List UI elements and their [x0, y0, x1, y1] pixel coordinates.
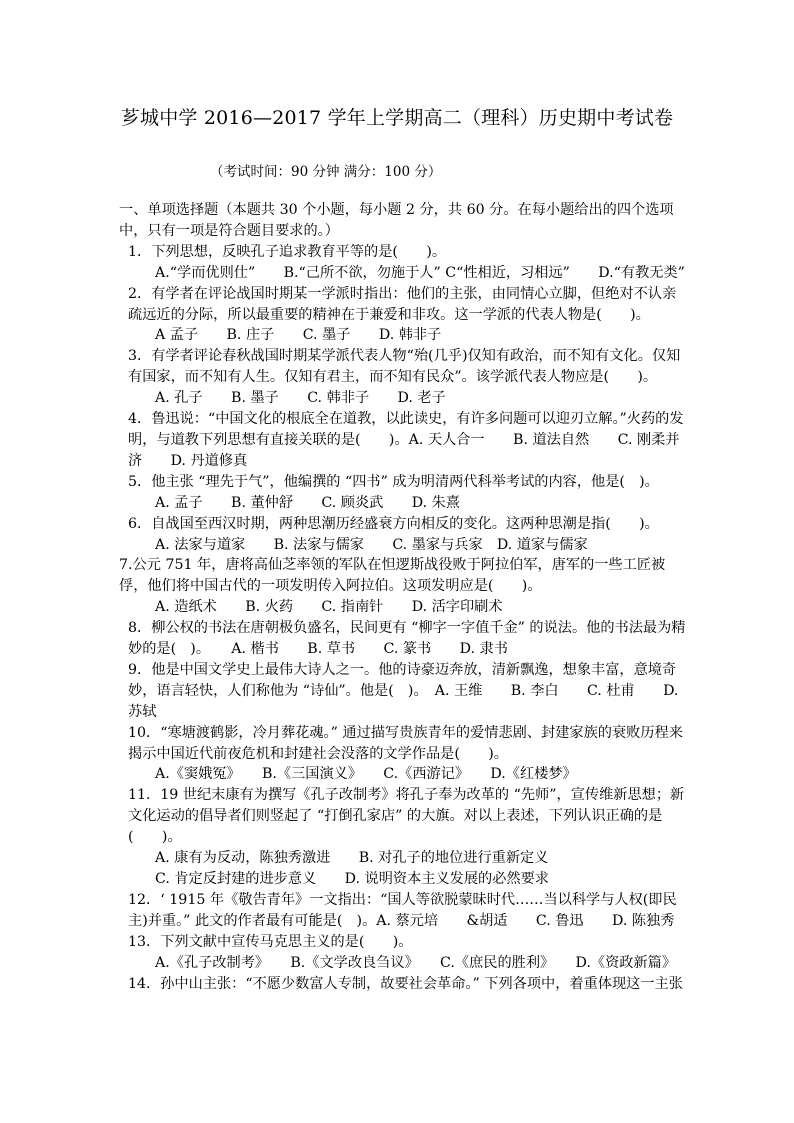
question-13-stem: 13．下列文献中宣传马克思主义的是( )。: [128, 933, 413, 950]
question-3-options: A. 孔子 B. 墨子 C. 韩非子 D. 老子: [155, 390, 446, 407]
question-11-options-cd: C. 肯定反封建的进步意义 D. 说明资本主义发展的必然要求: [155, 871, 549, 887]
question-6-options: A. 法家与道家 B. 法家与儒家 C. 墨家与兵家 D. 道家与儒家: [155, 536, 588, 553]
question-14-stem: 14．孙中山主张：“不愿少数富人专制，故要社会革命。” 下列各项中，着重体现这一主张: [128, 975, 683, 992]
question-1-stem: 1．下列思想，反映孔子追求教育平等的是( )。: [128, 243, 447, 260]
question-2-stem: 2．有学者在评论战国时期某一学派时指出：他们的主张，由同情心立脚，但绝对不认亲疏远近的分际，所以最重要的精神在于兼爱和非攻。这一学派的代表人物是( )。: [128, 285, 677, 323]
question-3-stem: 3．有学者评论春秋战国时期某学派代表人物“殆(几乎)仅知有政治，而不知有文化。仅知有国家，而不知有人生。仅知有君主，而不知有民众”。该学派代表人物应是( )。: [128, 348, 681, 386]
question-6-stem: 6．自战国至西汉时期，两种思潮历经盛衰方向相反的变化。这两种思潮是指( )。: [128, 515, 659, 532]
question-7-stem: 7.公元 751 年，唐将高仙芝率领的军队在怛逻斯战役败于阿拉伯军，唐军的一些工匠被俘，他们将中国古代的一项发明传入阿拉伯。这项发明应是( )。: [119, 557, 666, 595]
question-10-stem: 10．“寒塘渡鹤影，冷月葬花魂。” 通过描写贵族青年的爱情悲剧、封建家族的衰败历程来揭示中国近代前夜危机和封建社会没落的文学作品是( )。: [128, 724, 683, 762]
question-2-options: A 孟子 B. 庄子 C. 墨子 D. 韩非子: [155, 327, 442, 344]
question-13-options: A.《孔子改制考》 B.《文学改良刍议》 C.《庶民的胜利》 D.《资政新篇》: [155, 954, 677, 971]
section-heading: 一、单项选择题（本题共 30 个小题，每小题 2 分，共 60 分。在每小题给出的四个选项中，只有一项是符合题目要求的。）: [119, 202, 674, 239]
question-1-options: A.“学而优则仕” B.“己所不欲，勿施于人” C“性相近，习相远” D.“有教无类”: [155, 264, 685, 281]
question-11-stem: 11．19 世纪末康有为撰写《孔子改制考》将孔子奉为改革的 “先师”，宣传维新思想；新文化运动的倡导者们则竖起了 “打倒孔家店” 的大旗。对以上表述，下列认识正确的是( )。: [128, 787, 685, 846]
question-8-stem: 8．柳公权的书法在唐朝极负盛名，民间更有 “柳字一字值千金” 的说法。他的书法最为精妙的是( )。 A. 楷书 B. 草书 C. 篆书 D. 隶书: [128, 620, 686, 658]
question-5-stem: 5．他主张 “理先于气”，他编撰的 “四书” 成为明清两代科举考试的内容，他是( )。: [128, 473, 659, 490]
question-5-options: A. 孟子 B. 董仲舒 C. 顾炎武 D. 朱熹: [155, 494, 460, 511]
question-7-options: A. 造纸术 B. 火药 C. 指南针 D. 活字印刷术: [155, 599, 503, 616]
question-11-options-ab: A. 康有为反动，陈独秀激进 B. 对孔子的地位进行重新定义: [155, 850, 549, 867]
exam-title: 芗城中学 2016—2017 学年上学期高二（理科）历史期中考试卷: [120, 107, 674, 129]
question-12-stem: 12．‘ 1915 年《敬告青年》一文指出：“国人等欲脱蒙昧时代……当以科学与人权(即民主)并重。” 此文的作者最有可能是( )。A. 蔡元培 &胡适 C. 鲁迅 D. 陈独秀: [128, 891, 677, 929]
exam-subtitle: （考试时间：90 分钟 满分：100 分）: [210, 164, 442, 180]
question-10-options: A.《窦娥冤》 B.《三国演义》 C.《西游记》 D.《红楼梦》: [155, 766, 577, 783]
question-9-stem: 9．他是中国文学史上最伟大诗人之一。他的诗豪迈奔放，清新飘逸，想象丰富，意境奇妙，语言轻快，人们称他为 “诗仙”。他是( )。 A. 王维 B. 李白 C. 杜甫 D. 苏轼: [128, 661, 679, 720]
question-4-stem: 4．鲁迅说：“中国文化的根底全在道教，以此读史，有许多问题可以迎刃立解。”火药的发明，与道教下列思想有直接关联的是( )。A. 天人合一 B. 道法自然 C. 刚柔并济 D. 丹道修真: [128, 411, 684, 469]
exam-body: [119, 200, 689, 994]
